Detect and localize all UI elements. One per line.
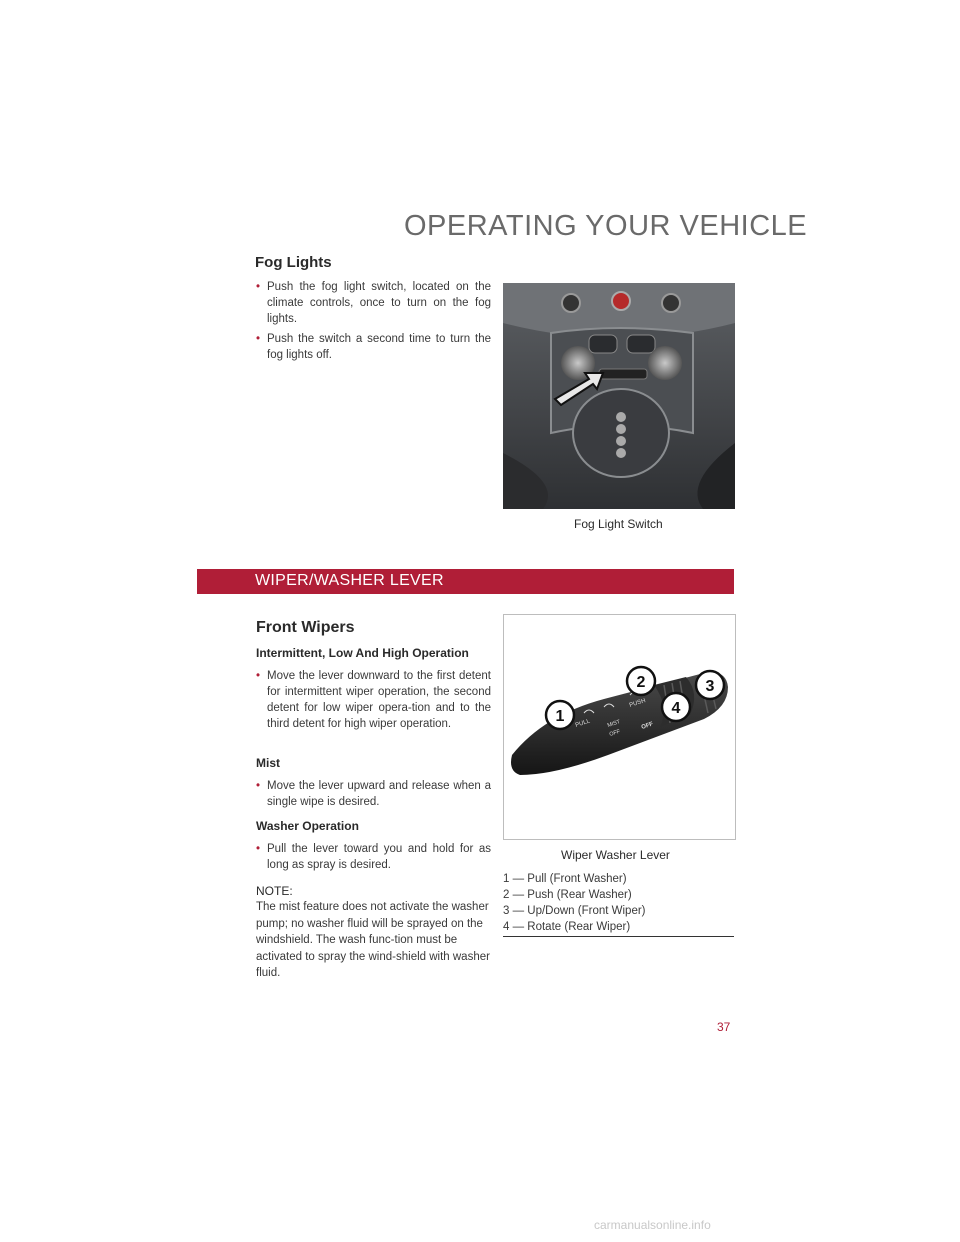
intermittent-heading: Intermittent, Low And High Operation xyxy=(256,646,469,660)
legend-item-1: 1 — Pull (Front Washer) xyxy=(503,873,627,885)
bullet-text: Move the lever upward and release when a single wipe is desired. xyxy=(267,780,491,808)
callout-4-label: 4 xyxy=(671,700,681,717)
off2-label: OFF xyxy=(640,721,655,731)
bullet-icon: • xyxy=(256,780,261,792)
bullet-text: Pull the lever toward you and hold for as long as spray is desired. xyxy=(267,843,491,871)
bullet-icon: • xyxy=(256,281,261,293)
section-banner xyxy=(197,569,734,594)
callout-1-label: 1 xyxy=(555,708,565,725)
legend-divider xyxy=(503,936,734,937)
washer-bullet xyxy=(256,841,491,873)
note-text: The mist feature does not activate the washer pump; no washer fluid will be sprayed on the windshield. The wash func-tion must be activated to spray the wind-shield with washer fluid. xyxy=(256,901,490,979)
callout-2-label: 2 xyxy=(636,674,646,691)
intermittent-bullet xyxy=(256,668,491,732)
bullet-text: Push the switch a second time to turn the fog lights off. xyxy=(267,333,491,361)
bullet-text: Move the lever downward to the first detent for intermittent wiper operation, the second detent for low wiper opera-tion and to the third detent for high wiper operation. xyxy=(267,670,491,730)
bullet-icon: • xyxy=(256,670,261,682)
wiper-figure-caption: Wiper Washer Lever xyxy=(561,848,670,862)
bullet-icon: • xyxy=(256,843,261,855)
mist-bullet xyxy=(256,778,491,810)
legend-item-2: 2 — Push (Rear Washer) xyxy=(503,889,632,901)
bullet-text: Push the fog light switch, located on the climate controls, once to turn on the fog lights. xyxy=(267,281,491,325)
banner-title: WIPER/WASHER LEVER xyxy=(255,572,444,589)
wiper-lever-figure xyxy=(503,614,736,840)
mist-heading: Mist xyxy=(256,756,280,770)
front-wipers-heading: Front Wipers xyxy=(256,619,355,636)
callout-3-label: 3 xyxy=(705,678,715,695)
watermark: carmanualsonline.info xyxy=(594,1218,711,1232)
dashboard-image xyxy=(503,283,735,509)
fog-lights-heading: Fog Lights xyxy=(255,254,332,271)
pull-label: PULL xyxy=(574,718,591,729)
off-label: OFF xyxy=(608,728,622,738)
legend-item-3: 3 — Up/Down (Front Wiper) xyxy=(503,905,646,917)
section-header: OPERATING YOUR VEHICLE xyxy=(404,210,808,242)
push-label: PUSH xyxy=(628,698,647,709)
wiper-lever-illustration xyxy=(504,615,735,839)
washer-heading: Washer Operation xyxy=(256,819,359,833)
fog-lights-bullet-2 xyxy=(256,331,491,363)
fog-light-switch-photo xyxy=(503,283,735,509)
bullet-icon: • xyxy=(256,333,261,345)
fog-lights-bullet-1 xyxy=(256,279,491,327)
page-number: 37 xyxy=(717,1020,731,1034)
note-label: NOTE: xyxy=(256,884,293,898)
fog-light-figure-caption: Fog Light Switch xyxy=(574,517,663,531)
mist-label: MIST xyxy=(606,719,622,729)
legend-item-4: 4 — Rotate (Rear Wiper) xyxy=(503,921,631,933)
